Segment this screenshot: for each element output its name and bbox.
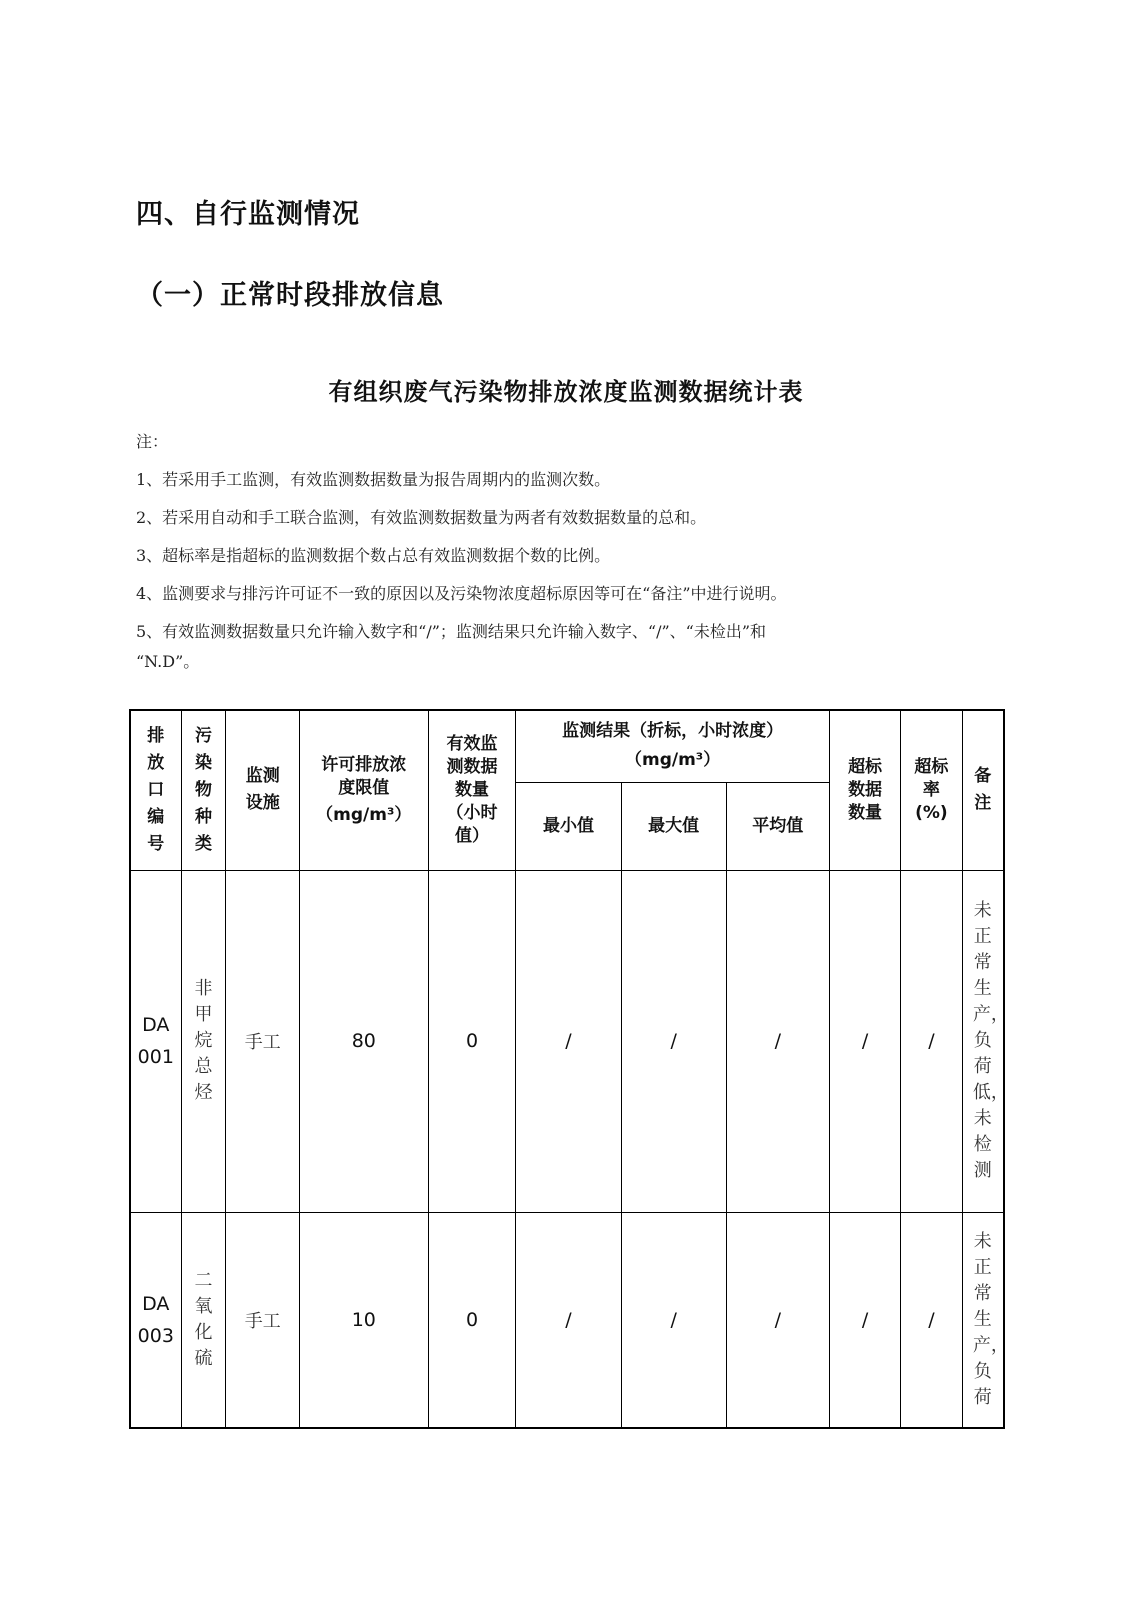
header-exceed-rate [901,710,962,870]
header-valid-count-line: 值） [455,825,489,846]
header-min: 最小值 [516,782,621,870]
header-permit-limit [299,710,428,870]
note-item: 2、若采用自动和手工联合监测，有效监测数据数量为两者有效数据数量的总和。 [136,508,707,527]
note-item: 5、有效监测数据数量只允许输入数字和“/”；监测结果只允许输入数字、“/”、“未检出”和 [136,622,767,641]
note-label: 注： [136,432,169,451]
cell-outlet-code-prefix: DA [142,1292,170,1315]
cell-facility: 手工 [226,1212,300,1428]
header-monitoring-result-unit: （mg/m³） [624,750,721,771]
header-exceed-rate-line: 率 [922,779,940,800]
header-exceed-count-line: 超标 [848,756,883,777]
cell-outlet-code [130,870,181,1212]
cell-max: / [621,1212,726,1428]
cell-min: / [516,1212,621,1428]
header-permit-limit-unit: （mg/m³） [316,804,412,825]
cell-permit-limit: 10 [299,1212,428,1428]
table-title: 有组织废气污染物排放浓度监测数据统计表 [328,378,804,406]
note-item: 4、监测要求与排污许可证不一致的原因以及污染物浓度超标原因等可在“备注”中进行说明。 [136,584,787,603]
cell-exceed-count: / [829,870,900,1212]
header-monitoring-result-label: 监测结果（折标，小时浓度） [562,721,784,742]
header-valid-count-line: 数量 [455,779,489,800]
header-exceed-count-line: 数量 [848,802,883,823]
cell-outlet-code-prefix: DA [142,1014,170,1036]
subsection-heading: （一）正常时段排放信息 [136,280,444,311]
cell-exceed-count: / [829,1212,900,1428]
cell-pollutant: 非甲烷总烃 [181,870,226,1212]
header-valid-count-line: 有效监 [446,733,498,754]
header-permit-limit-line: 度限值 [338,777,390,798]
cell-outlet-code-number: 001 [137,1046,174,1068]
header-pollutant: 污染物种类 [181,710,226,870]
header-exceed-count-line: 数据 [848,779,883,800]
header-exceed-count [829,710,900,870]
cell-avg: / [726,870,829,1212]
note-item: 1、若采用手工监测，有效监测数据数量为报告周期内的监测次数。 [136,470,611,489]
cell-valid-count: 0 [428,870,516,1212]
cell-exceed-rate: / [901,1212,962,1428]
emission-monitoring-table [129,709,1009,1429]
header-facility: 监测设施 [226,710,300,870]
cell-remark: 未正常生产，负荷低，未检测 [962,870,1004,1212]
cell-valid-count: 0 [428,1212,516,1428]
notes-block [136,432,1006,690]
header-outlet-code: 排放口编号 [130,710,181,870]
header-valid-count-line: （小时 [446,802,498,823]
cell-remark: 未正常生产，负荷 [962,1212,1004,1428]
cell-max: / [621,870,726,1212]
header-permit-limit-line: 许可排放浓 [321,754,407,775]
header-monitoring-result [516,710,829,782]
note-item-continued: “N.D”。 [136,652,200,671]
cell-min: / [516,870,621,1212]
header-remark: 备注 [962,710,1004,870]
cell-outlet-code-number: 003 [137,1324,174,1347]
header-max: 最大值 [621,782,726,870]
section-heading: 四、自行监测情况 [136,199,360,230]
header-valid-count [428,710,516,870]
note-item: 3、超标率是指超标的监测数据个数占总有效监测数据个数的比例。 [136,546,611,565]
cell-facility: 手工 [226,870,300,1212]
cell-exceed-rate: / [901,870,962,1212]
cell-outlet-code [130,1212,181,1428]
header-avg: 平均值 [726,782,829,870]
header-exceed-rate-line: (%) [915,802,948,823]
header-exceed-rate-line: 超标 [914,756,949,777]
table-row [130,1212,1004,1428]
table-row [130,870,1004,1212]
cell-avg: / [726,1212,829,1428]
cell-permit-limit: 80 [299,870,428,1212]
cell-pollutant: 二氧化硫 [181,1212,226,1428]
header-valid-count-line: 测数据 [446,756,498,777]
